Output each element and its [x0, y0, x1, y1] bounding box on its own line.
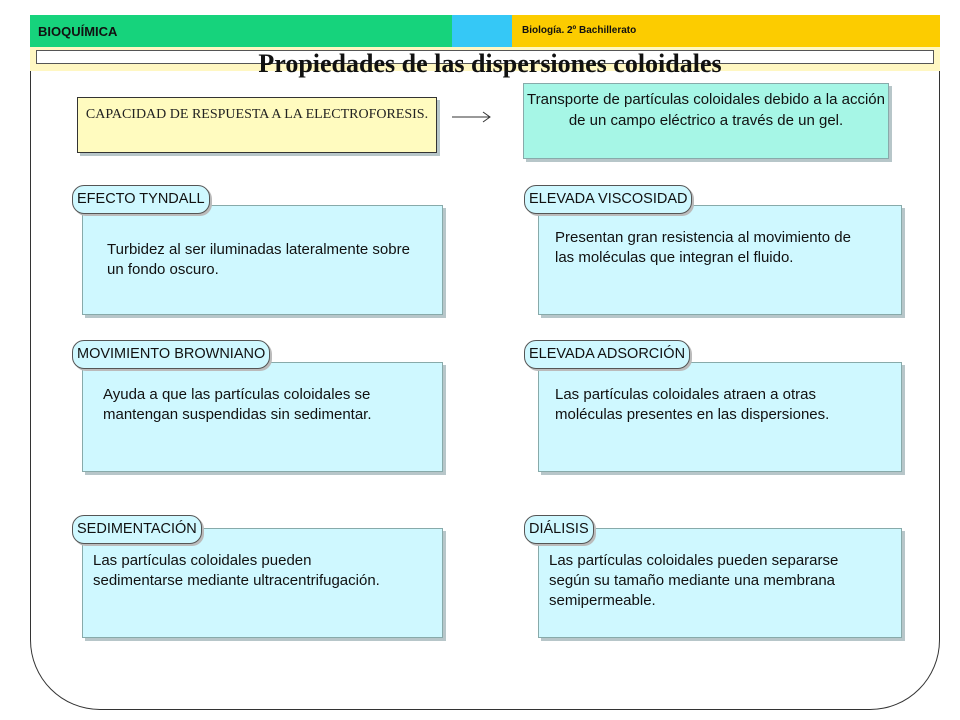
property-text: Turbidez al ser iluminadas lateralmente sobre un fondo oscuro. [107, 241, 410, 278]
property-text: Ayuda a que las partículas coloidales se mantengan suspendidas sin sedimentar. [103, 386, 372, 423]
property-label-tyndall: EFECTO TYNDALL [72, 185, 210, 214]
electroforesis-label: CAPACIDAD DE RESPUESTA A LA ELECTROFORESIS. [85, 107, 429, 122]
property-box-browniano [82, 362, 443, 472]
header-subject: BIOQUÍMICA [38, 24, 118, 39]
property-box-dialisis [538, 528, 902, 638]
property-box-adsorcion [538, 362, 902, 472]
property-label-viscosidad: ELEVADA VISCOSIDAD [524, 185, 692, 214]
property-text: Las partículas coloidales pueden separarse según su tamaño mediante una membrana semipermeable. [549, 552, 839, 609]
page-title: Propiedades de las dispersiones coloidales [258, 49, 722, 78]
electroforesis-box [77, 97, 437, 153]
header-bar-cyan [452, 15, 512, 47]
property-box-sedimentacion [82, 528, 443, 638]
property-text: Presentan gran resistencia al movimiento de las moléculas que integran el fluido. [555, 229, 851, 266]
electroforesis-description: Transporte de partículas coloidales debido a la acción de un campo eléctrico a través de un gel. [527, 91, 885, 129]
property-label-sedimentacion: SEDIMENTACIÓN [72, 515, 202, 544]
arrow-icon [452, 110, 492, 124]
property-text: Las partículas coloidales atraen a otras moléculas presentes en las dispersiones. [555, 386, 830, 423]
header-course: Biología. 2º Bachillerato [522, 25, 637, 36]
electroforesis-description-box [523, 83, 889, 159]
property-label-adsorcion: ELEVADA ADSORCIÓN [524, 340, 690, 369]
property-box-tyndall [82, 205, 443, 315]
property-label-browniano: MOVIMIENTO BROWNIANO [72, 340, 270, 369]
property-box-viscosidad [538, 205, 902, 315]
property-label-dialisis: DIÁLISIS [524, 515, 594, 544]
property-text: Las partículas coloidales pueden sedimentarse mediante ultracentrifugación. [93, 552, 380, 589]
